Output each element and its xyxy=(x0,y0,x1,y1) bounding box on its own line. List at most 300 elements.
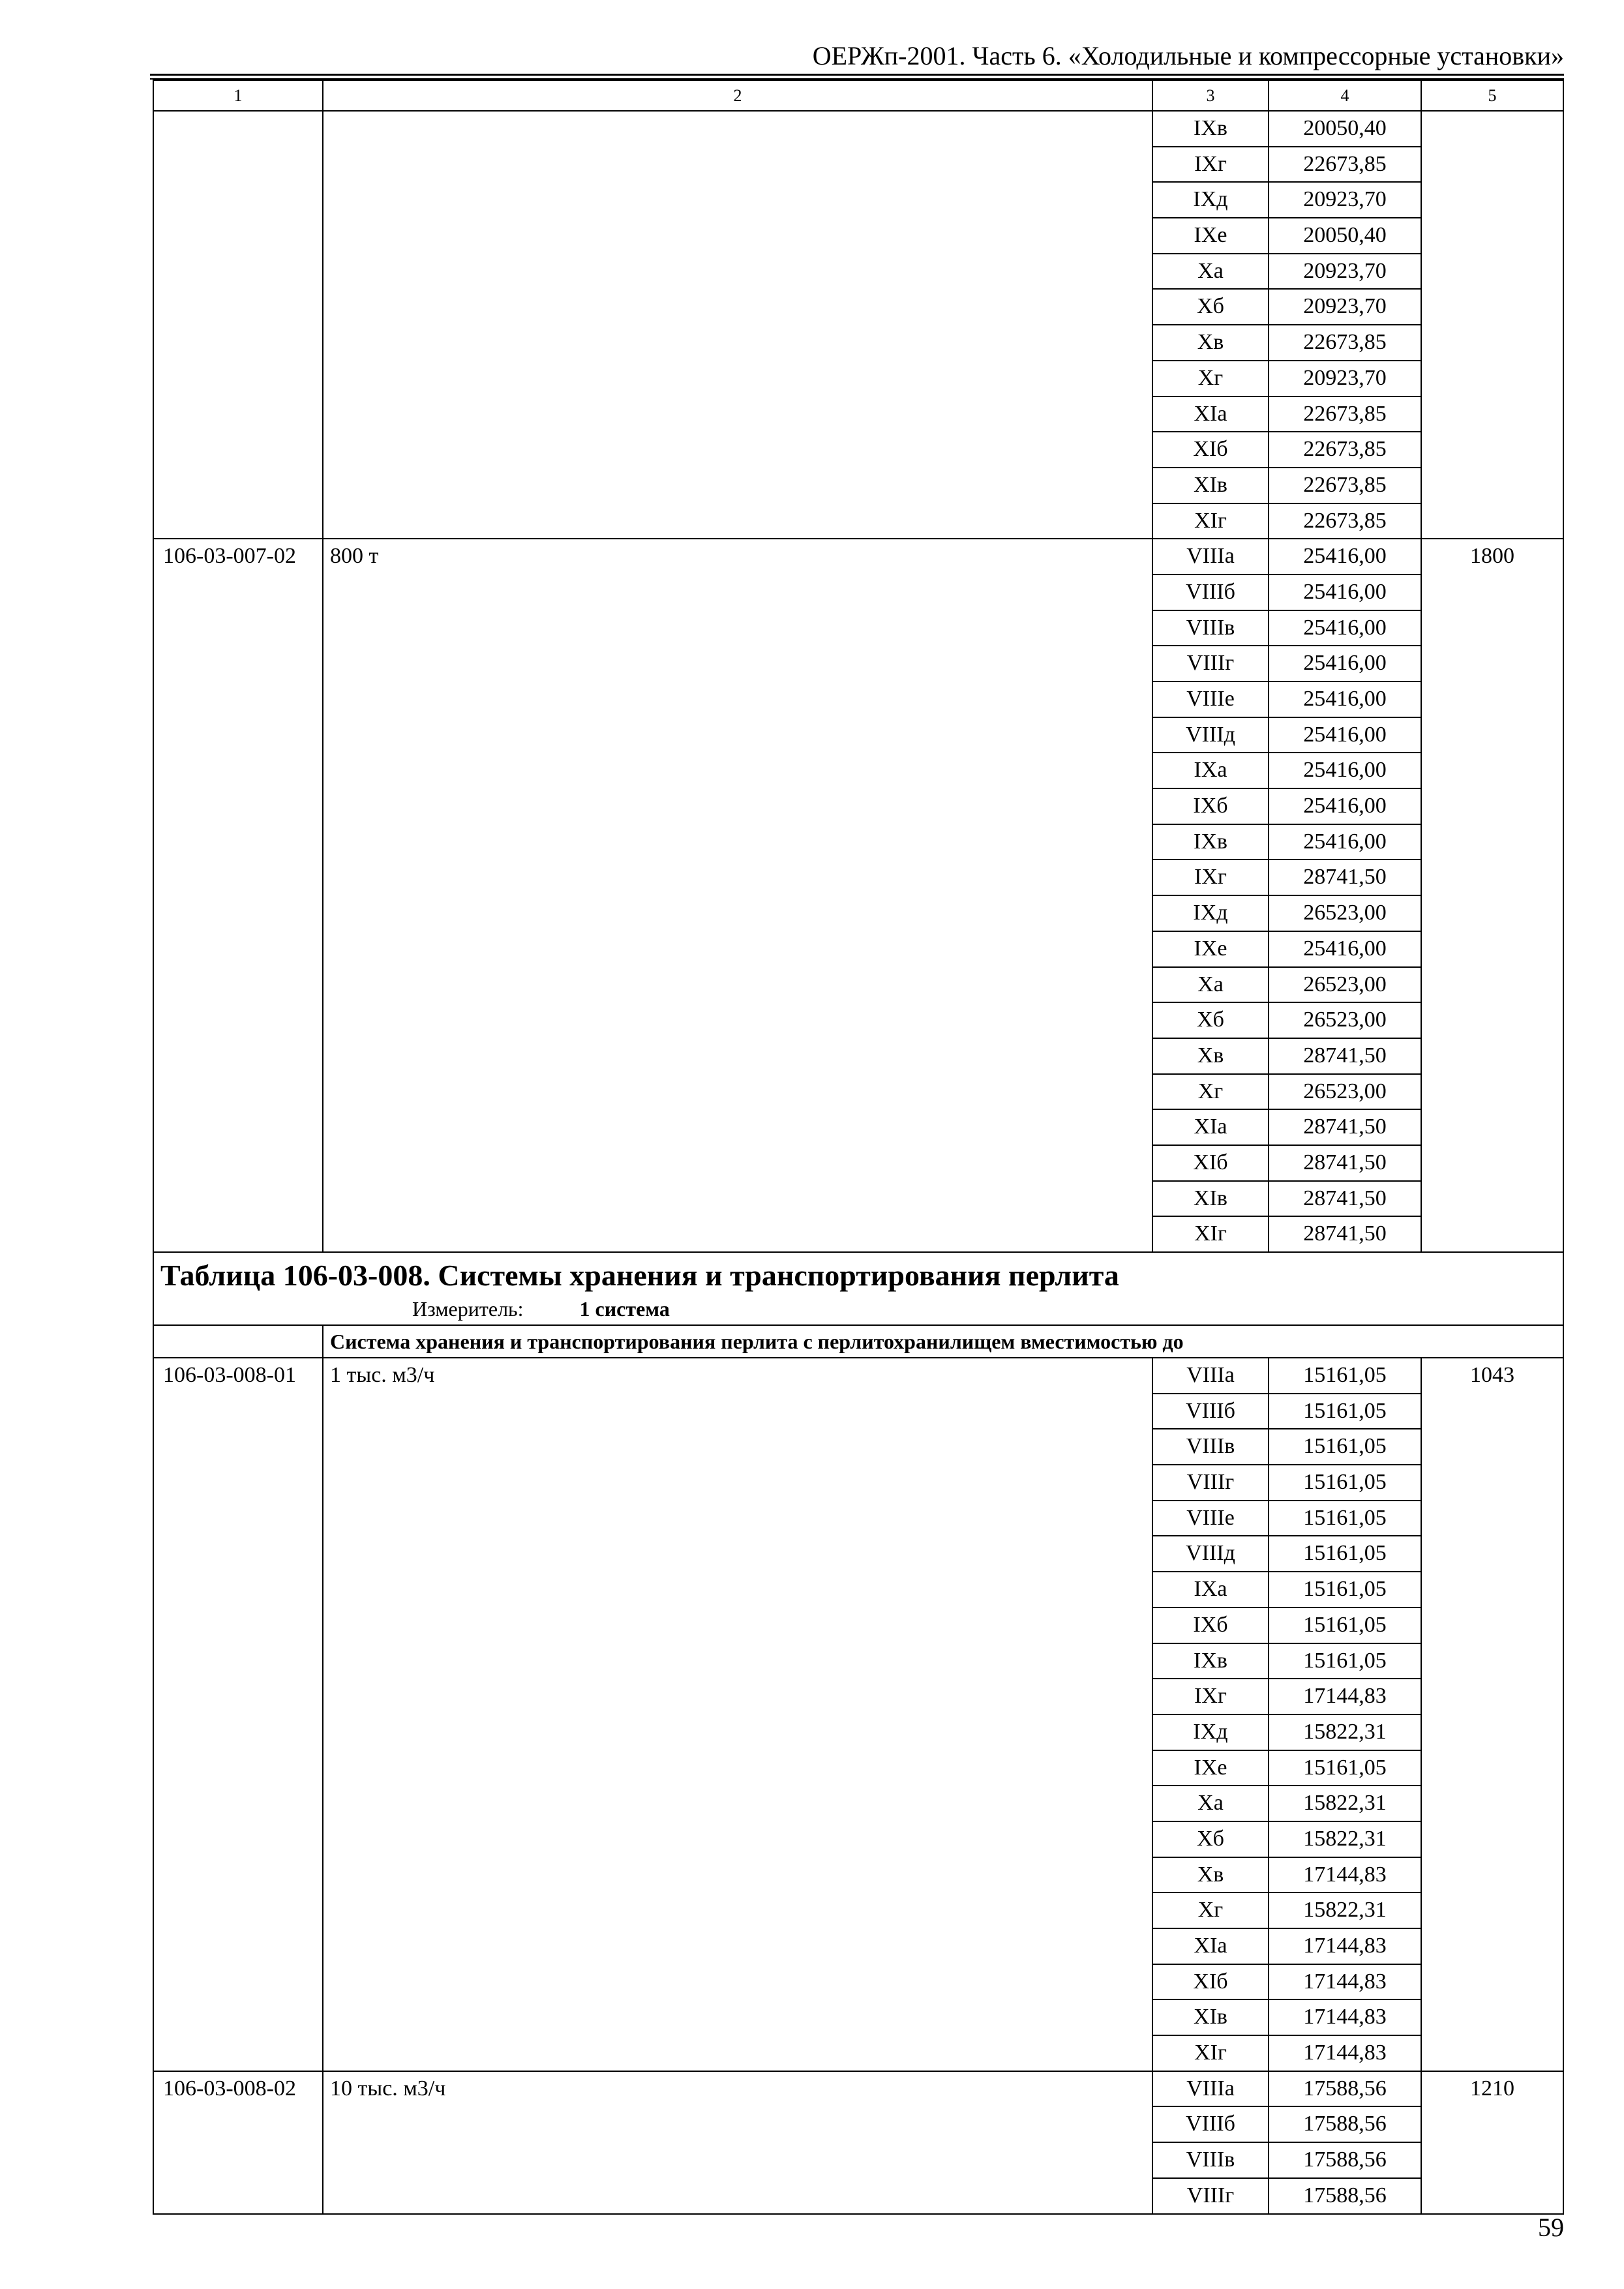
zone-cell: XIв xyxy=(1152,468,1269,503)
table-row xyxy=(153,361,1563,396)
item-code-cell xyxy=(153,468,323,503)
item-code: 106-03-008-01 xyxy=(153,1358,323,1394)
item-name-cell xyxy=(323,218,1152,254)
price-cell: 17588,56 xyxy=(1269,2142,1421,2178)
zone-cell: IXб xyxy=(1152,788,1269,824)
zone-cell: VIIIб xyxy=(1152,1394,1269,1429)
table-row xyxy=(153,1145,1563,1181)
zone-cell: Xа xyxy=(1152,1786,1269,1821)
item-extra-cell xyxy=(1421,717,1563,753)
item-name-cell xyxy=(323,325,1152,361)
item-name-cell xyxy=(323,788,1152,824)
price-cell: 25416,00 xyxy=(1269,539,1421,575)
item-code-cell xyxy=(153,967,323,1003)
price-table xyxy=(153,80,1564,2215)
item-code-cell xyxy=(153,1465,323,1501)
item-code-cell xyxy=(153,254,323,290)
item-extra-cell xyxy=(1421,788,1563,824)
item-code-cell xyxy=(153,1608,323,1643)
item-code-cell xyxy=(153,1821,323,1857)
zone-cell: IXв xyxy=(1152,1643,1269,1679)
item-extra-cell xyxy=(1421,1643,1563,1679)
item-extra-cell xyxy=(1421,218,1563,254)
item-extra-cell xyxy=(1421,147,1563,183)
price-cell: 25416,00 xyxy=(1269,610,1421,646)
table-row xyxy=(153,1501,1563,1536)
item-extra-cell xyxy=(1421,1038,1563,1074)
table-row xyxy=(153,575,1563,610)
price-cell: 15822,31 xyxy=(1269,1786,1421,1821)
item-extra-cell xyxy=(1421,325,1563,361)
zone-cell: IXв xyxy=(1152,111,1269,147)
item-name: 1 тыс. м3/ч xyxy=(323,1358,1152,1394)
item-code-cell xyxy=(153,895,323,931)
item-name-cell xyxy=(323,824,1152,860)
zone-cell: Xв xyxy=(1152,1038,1269,1074)
item-code: 106-03-007-02 xyxy=(153,539,323,575)
item-code-cell xyxy=(153,575,323,610)
item-name-cell xyxy=(323,717,1152,753)
table-row xyxy=(153,539,1563,575)
table-row xyxy=(153,325,1563,361)
item-name-cell xyxy=(323,575,1152,610)
zone-cell: XIб xyxy=(1152,1145,1269,1181)
table-row xyxy=(153,1608,1563,1643)
item-code-cell xyxy=(153,1857,323,1893)
item-name: 800 т xyxy=(323,539,1152,575)
price-cell: 15161,05 xyxy=(1269,1465,1421,1501)
zone-cell: VIIIг xyxy=(1152,646,1269,681)
item-code-cell xyxy=(153,1643,323,1679)
item-name-cell xyxy=(323,1536,1152,1572)
item-code-cell xyxy=(153,1964,323,2000)
zone-cell: IXб xyxy=(1152,1608,1269,1643)
price-cell: 17144,83 xyxy=(1269,1679,1421,1714)
table-row xyxy=(153,753,1563,788)
item-code-cell xyxy=(153,2178,323,2214)
table-row xyxy=(153,2106,1563,2142)
item-name-cell xyxy=(323,1821,1152,1857)
zone-cell: IXе xyxy=(1152,1750,1269,1786)
item-name-cell xyxy=(323,468,1152,503)
item-extra: 1210 xyxy=(1421,2071,1563,2107)
price-cell: 26523,00 xyxy=(1269,967,1421,1003)
item-name-cell xyxy=(323,1714,1152,1750)
price-cell: 17144,83 xyxy=(1269,1964,1421,2000)
zone-cell: IXг xyxy=(1152,147,1269,183)
table-row xyxy=(153,610,1563,646)
table-row xyxy=(153,2071,1563,2107)
price-cell: 26523,00 xyxy=(1269,1074,1421,1110)
item-code-cell xyxy=(153,503,323,539)
item-name-cell xyxy=(323,610,1152,646)
price-cell: 15161,05 xyxy=(1269,1750,1421,1786)
price-cell: 17144,83 xyxy=(1269,1857,1421,1893)
item-extra-cell xyxy=(1421,1608,1563,1643)
zone-cell: IXв xyxy=(1152,824,1269,860)
item-extra-cell xyxy=(1421,1109,1563,1145)
item-extra-cell xyxy=(1421,1714,1563,1750)
item-name-cell xyxy=(323,1928,1152,1964)
table-title-row xyxy=(153,1252,1563,1325)
item-extra-cell xyxy=(1421,468,1563,503)
item-code: 106-03-008-02 xyxy=(153,2071,323,2107)
zone-cell: XIг xyxy=(1152,1216,1269,1252)
section-subheader: Система хранения и транспортирования перлита с перлитохранилищем вместимостью до xyxy=(323,1325,1563,1358)
zone-cell: IXд xyxy=(1152,1714,1269,1750)
item-name-cell xyxy=(323,1429,1152,1465)
item-code-cell xyxy=(153,1750,323,1786)
measure-value: 1 система xyxy=(579,1297,670,1321)
item-name-cell xyxy=(323,1465,1152,1501)
column-number: 2 xyxy=(323,80,1152,111)
table-row xyxy=(153,1465,1563,1501)
price-cell: 22673,85 xyxy=(1269,432,1421,468)
table-row xyxy=(153,717,1563,753)
column-number: 3 xyxy=(1152,80,1269,111)
item-extra-cell xyxy=(1421,2178,1563,2214)
table-row xyxy=(153,2035,1563,2071)
table-title: Таблица 106-03-008. Системы хранения и транспортирования перлита xyxy=(160,1259,1119,1292)
item-extra-cell xyxy=(1421,967,1563,1003)
table-row xyxy=(153,931,1563,967)
zone-cell: VIIIб xyxy=(1152,575,1269,610)
item-code-cell xyxy=(153,1679,323,1714)
price-cell: 17144,83 xyxy=(1269,1999,1421,2035)
item-extra: 1800 xyxy=(1421,539,1563,575)
item-extra-cell xyxy=(1421,681,1563,717)
zone-cell: IXг xyxy=(1152,1679,1269,1714)
item-extra-cell xyxy=(1421,931,1563,967)
item-name-cell xyxy=(323,2035,1152,2071)
item-extra-cell xyxy=(1421,824,1563,860)
price-cell: 15161,05 xyxy=(1269,1358,1421,1394)
item-extra-cell xyxy=(1421,1394,1563,1429)
table-row xyxy=(153,1038,1563,1074)
table-row xyxy=(153,218,1563,254)
item-name-cell xyxy=(323,1643,1152,1679)
item-code-cell xyxy=(153,1394,323,1429)
item-code-cell xyxy=(153,1216,323,1252)
item-extra-cell xyxy=(1421,1857,1563,1893)
item-name-cell xyxy=(323,646,1152,681)
price-cell: 15161,05 xyxy=(1269,1608,1421,1643)
item-extra-cell xyxy=(1421,860,1563,895)
table-row xyxy=(153,1964,1563,2000)
price-cell: 20923,70 xyxy=(1269,289,1421,325)
item-name-cell xyxy=(323,931,1152,967)
price-cell: 17588,56 xyxy=(1269,2178,1421,2214)
table-row xyxy=(153,1999,1563,2035)
price-cell: 15822,31 xyxy=(1269,1821,1421,1857)
item-name-cell xyxy=(323,967,1152,1003)
price-cell: 25416,00 xyxy=(1269,681,1421,717)
zone-cell: VIIIа xyxy=(1152,539,1269,575)
measure-label: Измеритель: xyxy=(412,1297,524,1321)
item-code-cell xyxy=(153,1999,323,2035)
item-name-cell xyxy=(323,1999,1152,2035)
price-cell: 25416,00 xyxy=(1269,575,1421,610)
zone-cell: XIб xyxy=(1152,432,1269,468)
price-cell: 15161,05 xyxy=(1269,1536,1421,1572)
item-name-cell xyxy=(323,254,1152,290)
item-code-cell xyxy=(153,788,323,824)
item-code-cell xyxy=(153,1145,323,1181)
item-name-cell xyxy=(323,1893,1152,1928)
zone-cell: IXа xyxy=(1152,753,1269,788)
item-name-cell xyxy=(323,147,1152,183)
item-name-cell xyxy=(323,753,1152,788)
table-row xyxy=(153,967,1563,1003)
zone-cell: VIIIв xyxy=(1152,1429,1269,1465)
item-name-cell xyxy=(323,361,1152,396)
item-name-cell xyxy=(323,1394,1152,1429)
item-code-cell xyxy=(153,1002,323,1038)
zone-cell: IXе xyxy=(1152,218,1269,254)
zone-cell: Xв xyxy=(1152,325,1269,361)
item-code-cell xyxy=(153,610,323,646)
item-name-cell xyxy=(323,503,1152,539)
zone-cell: Xа xyxy=(1152,967,1269,1003)
price-cell: 15161,05 xyxy=(1269,1572,1421,1608)
item-code-cell xyxy=(153,2142,323,2178)
zone-cell: Xб xyxy=(1152,1821,1269,1857)
item-name: 10 тыс. м3/ч xyxy=(323,2071,1152,2107)
table-row xyxy=(153,432,1563,468)
item-name-cell xyxy=(323,2178,1152,2214)
zone-cell: VIIIв xyxy=(1152,610,1269,646)
item-extra-cell xyxy=(1421,432,1563,468)
item-name-cell xyxy=(323,1145,1152,1181)
item-name-cell xyxy=(323,1216,1152,1252)
item-code-cell xyxy=(153,1501,323,1536)
table-row xyxy=(153,2142,1563,2178)
item-code-cell xyxy=(153,325,323,361)
item-code-cell xyxy=(153,717,323,753)
item-code-cell xyxy=(153,289,323,325)
item-name-cell xyxy=(323,182,1152,218)
item-name-cell xyxy=(323,1679,1152,1714)
zone-cell: VIIIб xyxy=(1152,2106,1269,2142)
price-cell: 17588,56 xyxy=(1269,2106,1421,2142)
item-code-cell xyxy=(153,432,323,468)
item-name-cell xyxy=(323,2106,1152,2142)
zone-cell: Xб xyxy=(1152,289,1269,325)
item-name-cell xyxy=(323,2142,1152,2178)
zone-cell: IXе xyxy=(1152,931,1269,967)
item-extra-cell xyxy=(1421,289,1563,325)
item-name-cell xyxy=(323,1572,1152,1608)
table-row xyxy=(153,1679,1563,1714)
item-code-cell xyxy=(153,1536,323,1572)
price-cell: 25416,00 xyxy=(1269,717,1421,753)
item-code-cell xyxy=(153,1038,323,1074)
price-cell: 22673,85 xyxy=(1269,325,1421,361)
price-cell: 28741,50 xyxy=(1269,1181,1421,1217)
item-extra-cell xyxy=(1421,895,1563,931)
item-extra-cell xyxy=(1421,1893,1563,1928)
table-row xyxy=(153,1821,1563,1857)
item-extra-cell xyxy=(1421,503,1563,539)
table-row xyxy=(153,503,1563,539)
header-rule xyxy=(150,74,1564,76)
item-extra-cell xyxy=(1421,575,1563,610)
zone-cell: Xв xyxy=(1152,1857,1269,1893)
item-code-cell xyxy=(153,147,323,183)
item-extra-cell xyxy=(1421,1465,1563,1501)
item-code-cell xyxy=(153,218,323,254)
zone-cell: VIIIв xyxy=(1152,2142,1269,2178)
item-code-cell xyxy=(153,1786,323,1821)
item-code-cell xyxy=(153,182,323,218)
item-name-cell xyxy=(323,1964,1152,2000)
item-extra-cell xyxy=(1421,610,1563,646)
price-cell: 15161,05 xyxy=(1269,1643,1421,1679)
zone-cell: Xа xyxy=(1152,254,1269,290)
zone-cell: XIа xyxy=(1152,1109,1269,1145)
item-name-cell xyxy=(323,1501,1152,1536)
item-name-cell xyxy=(323,681,1152,717)
item-code xyxy=(153,111,323,147)
table-row xyxy=(153,1572,1563,1608)
item-code-cell xyxy=(153,681,323,717)
item-code-cell xyxy=(153,1074,323,1110)
zone-cell: IXг xyxy=(1152,860,1269,895)
table-row xyxy=(153,2178,1563,2214)
price-cell: 20923,70 xyxy=(1269,361,1421,396)
table-row xyxy=(153,646,1563,681)
item-extra-cell xyxy=(1421,1821,1563,1857)
table-row xyxy=(153,289,1563,325)
item-extra-cell xyxy=(1421,1429,1563,1465)
item-name-cell xyxy=(323,1181,1152,1217)
item-code-cell xyxy=(153,931,323,967)
item-extra: 1043 xyxy=(1421,1358,1563,1394)
table-row xyxy=(153,1643,1563,1679)
table-row xyxy=(153,111,1563,147)
price-cell: 15822,31 xyxy=(1269,1893,1421,1928)
item-name-cell xyxy=(323,396,1152,432)
price-cell: 26523,00 xyxy=(1269,1002,1421,1038)
item-extra-cell xyxy=(1421,1679,1563,1714)
table-row xyxy=(153,681,1563,717)
price-cell: 20050,40 xyxy=(1269,218,1421,254)
item-extra-cell xyxy=(1421,182,1563,218)
item-extra-cell xyxy=(1421,1572,1563,1608)
table-row xyxy=(153,860,1563,895)
item-extra-cell xyxy=(1421,1786,1563,1821)
table-row xyxy=(153,396,1563,432)
item-code-cell xyxy=(153,2035,323,2071)
price-cell: 15161,05 xyxy=(1269,1429,1421,1465)
item-name-cell xyxy=(323,895,1152,931)
table-row xyxy=(153,468,1563,503)
item-extra-cell xyxy=(1421,1181,1563,1217)
zone-cell: Xг xyxy=(1152,361,1269,396)
price-cell: 20923,70 xyxy=(1269,254,1421,290)
item-extra-cell xyxy=(1421,1999,1563,2035)
price-cell: 25416,00 xyxy=(1269,931,1421,967)
item-extra xyxy=(1421,111,1563,147)
item-extra-cell xyxy=(1421,361,1563,396)
table-row xyxy=(153,1216,1563,1252)
table-row xyxy=(153,1429,1563,1465)
table-row xyxy=(153,1394,1563,1429)
item-extra-cell xyxy=(1421,1002,1563,1038)
item-code-cell xyxy=(153,824,323,860)
zone-cell: IXд xyxy=(1152,182,1269,218)
price-cell: 22673,85 xyxy=(1269,396,1421,432)
item-code-cell xyxy=(153,1714,323,1750)
item-extra-cell xyxy=(1421,2142,1563,2178)
price-cell: 28741,50 xyxy=(1269,1145,1421,1181)
item-extra-cell xyxy=(1421,1145,1563,1181)
zone-cell: VIIIе xyxy=(1152,1501,1269,1536)
table-row xyxy=(153,1857,1563,1893)
table-row xyxy=(153,147,1563,183)
table-row xyxy=(153,824,1563,860)
item-code-cell xyxy=(153,1109,323,1145)
zone-cell: IXд xyxy=(1152,895,1269,931)
table-row xyxy=(153,788,1563,824)
price-cell: 22673,85 xyxy=(1269,503,1421,539)
item-name-cell xyxy=(323,1857,1152,1893)
item-code-cell xyxy=(153,396,323,432)
column-number: 4 xyxy=(1269,80,1421,111)
column-number-row xyxy=(153,80,1563,111)
price-cell: 22673,85 xyxy=(1269,147,1421,183)
item-extra-cell xyxy=(1421,1964,1563,2000)
item-extra-cell xyxy=(1421,2035,1563,2071)
price-cell: 17144,83 xyxy=(1269,2035,1421,2071)
item-code-cell xyxy=(153,1429,323,1465)
table-row xyxy=(153,1786,1563,1821)
item-code-cell xyxy=(153,1572,323,1608)
item-name-cell xyxy=(323,1109,1152,1145)
item-name-cell xyxy=(323,1786,1152,1821)
zone-cell: VIIIа xyxy=(1152,2071,1269,2107)
zone-cell: XIв xyxy=(1152,1181,1269,1217)
running-header: ОЕРЖп-2001. Часть 6. «Холодильные и компрессорные установки» xyxy=(812,41,1564,70)
table-row xyxy=(153,895,1563,931)
subheader-row xyxy=(153,1325,1563,1358)
item-name-cell xyxy=(323,1002,1152,1038)
table-row xyxy=(153,1109,1563,1145)
price-cell: 25416,00 xyxy=(1269,753,1421,788)
item-extra-cell xyxy=(1421,1536,1563,1572)
item-name-cell xyxy=(323,432,1152,468)
zone-cell: VIIIе xyxy=(1152,681,1269,717)
price-cell: 28741,50 xyxy=(1269,1216,1421,1252)
price-cell: 20050,40 xyxy=(1269,111,1421,147)
table-row xyxy=(153,1074,1563,1110)
zone-cell: Xб xyxy=(1152,1002,1269,1038)
item-extra-cell xyxy=(1421,646,1563,681)
price-cell: 15161,05 xyxy=(1269,1394,1421,1429)
price-cell: 17144,83 xyxy=(1269,1928,1421,1964)
item-code-cell xyxy=(153,1181,323,1217)
item-name-cell xyxy=(323,289,1152,325)
table-row xyxy=(153,1002,1563,1038)
item-name-cell xyxy=(323,1038,1152,1074)
zone-cell: IXа xyxy=(1152,1572,1269,1608)
zone-cell: VIIIг xyxy=(1152,1465,1269,1501)
item-name-cell xyxy=(323,1074,1152,1110)
zone-cell: XIа xyxy=(1152,1928,1269,1964)
item-code-cell xyxy=(153,1928,323,1964)
zone-cell: XIа xyxy=(1152,396,1269,432)
zone-cell: VIIIа xyxy=(1152,1358,1269,1394)
